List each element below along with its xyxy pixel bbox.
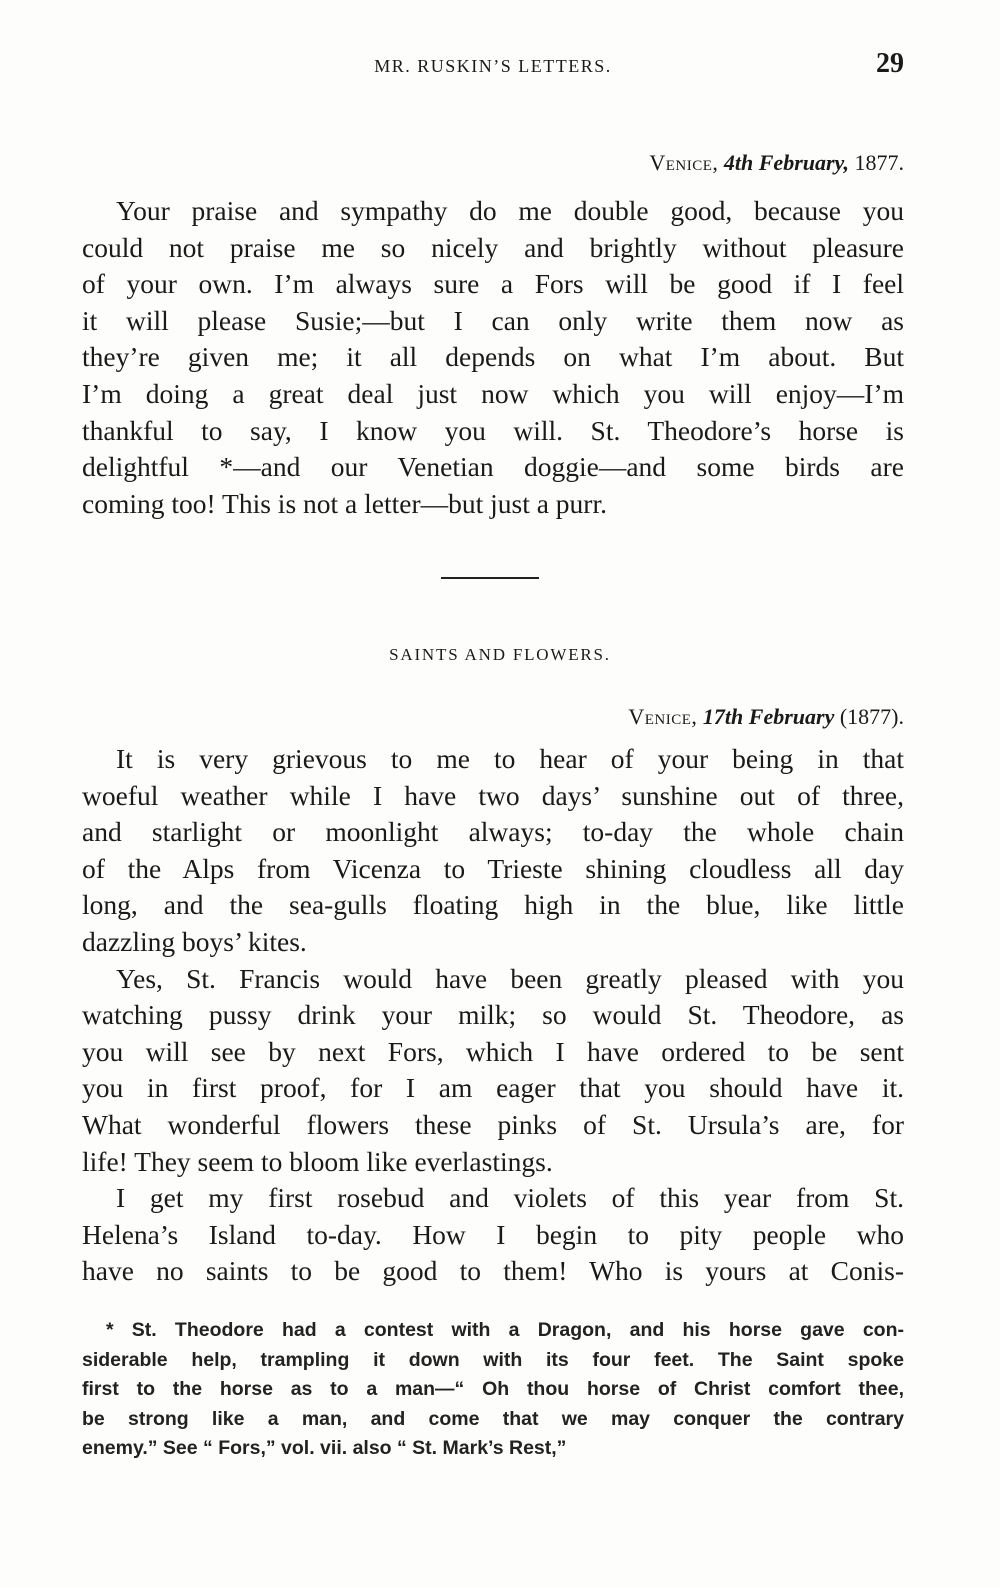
footnote-line: siderable help, trampling it down with its four feet. The Saint spoke — [82, 1348, 904, 1371]
dateline-day: 4th — [723, 150, 754, 175]
text-line: long, and the sea-gulls floating high in the blue, like little — [82, 889, 904, 921]
dateline-year: (1877). — [839, 704, 904, 729]
text-line: It is very grievous to me to hear of your being in that — [116, 743, 904, 774]
text-line: dazzling boys’ kites. — [82, 925, 307, 957]
text-line: Your praise and sympathy do me double good, because you — [116, 195, 904, 226]
footnote-line: * St. Theodore had a contest with a Dragon, and his horse gave con- — [106, 1319, 904, 1341]
section-heading: SAINTS AND FLOWERS. — [389, 645, 611, 664]
letter2-dateline — [628, 704, 904, 730]
text-line: delightful *—and our Venetian doggie—and some birds are — [82, 451, 904, 483]
letter2-body — [82, 741, 904, 1290]
text-line: watching pussy drink your milk; so would St. Theodore, as — [82, 999, 904, 1031]
dateline-year: 1877. — [854, 150, 904, 175]
text-line: could not praise me so nicely and brightly without pleasure — [82, 231, 904, 263]
footnote-line: be strong like a man, and come that we may conquer the contrary — [82, 1407, 904, 1430]
text-line: coming too! This is not a letter—but just a purr. — [82, 487, 607, 519]
text-line: you in first proof, for I am eager that you should have it. — [82, 1072, 904, 1104]
running-title: MR. RUSKIN’S LETTERS. — [374, 56, 612, 76]
footnote-line: first to the horse as to a man—“ Oh thou horse of Christ comfort thee, — [82, 1378, 904, 1400]
text-line: I’m doing a great deal just now which you will enjoy—I’m — [82, 377, 904, 409]
dateline-place: Venice, — [628, 704, 698, 729]
section-divider — [441, 577, 539, 579]
text-line: of your own. I’m always sure a Fors will be good if I feel — [82, 268, 904, 300]
text-line: they’re given me; it all depends on what I’m about. But — [82, 341, 904, 373]
text-line: woeful weather while I have two days’ sunshine out of three, — [82, 779, 904, 811]
footnote-line: enemy.” See “ Fors,” vol. vii. also “ St. Mark’s Rest,” — [82, 1437, 567, 1459]
letter1-dateline — [649, 150, 904, 176]
letter1-body — [82, 193, 904, 522]
text-line: have no saints to be good to them! Who is yours at Conis- — [82, 1255, 904, 1287]
text-line: of the Alps from Vicenza to Trieste shining cloudless all day — [82, 852, 904, 884]
text-line: Helena’s Island to-day. How I begin to pity people who — [82, 1218, 904, 1250]
dateline-day: 17th — [702, 704, 744, 729]
text-line: it will please Susie;—but I can only write them now as — [82, 304, 904, 336]
page-number: 29 — [876, 48, 904, 79]
dateline-month: February, — [758, 150, 849, 175]
text-line: you will see by next Fors, which I have ordered to be sent — [82, 1035, 904, 1067]
footnote — [82, 1316, 904, 1464]
text-line: thankful to say, I know you will. St. Theodore’s horse is — [82, 414, 904, 446]
dateline-place: Venice, — [649, 150, 719, 175]
dateline-month: February — [748, 704, 835, 729]
text-line: life! They seem to bloom like everlastings. — [82, 1145, 553, 1177]
running-head — [82, 48, 904, 82]
text-line: What wonderful flowers these pinks of St. Ursula’s are, for — [82, 1108, 904, 1140]
text-line: I get my first rosebud and violets of this year from St. — [116, 1182, 904, 1214]
text-line: and starlight or moonlight always; to-day the whole chain — [82, 816, 904, 848]
text-line: Yes, St. Francis would have been greatly pleased with you — [116, 962, 904, 994]
